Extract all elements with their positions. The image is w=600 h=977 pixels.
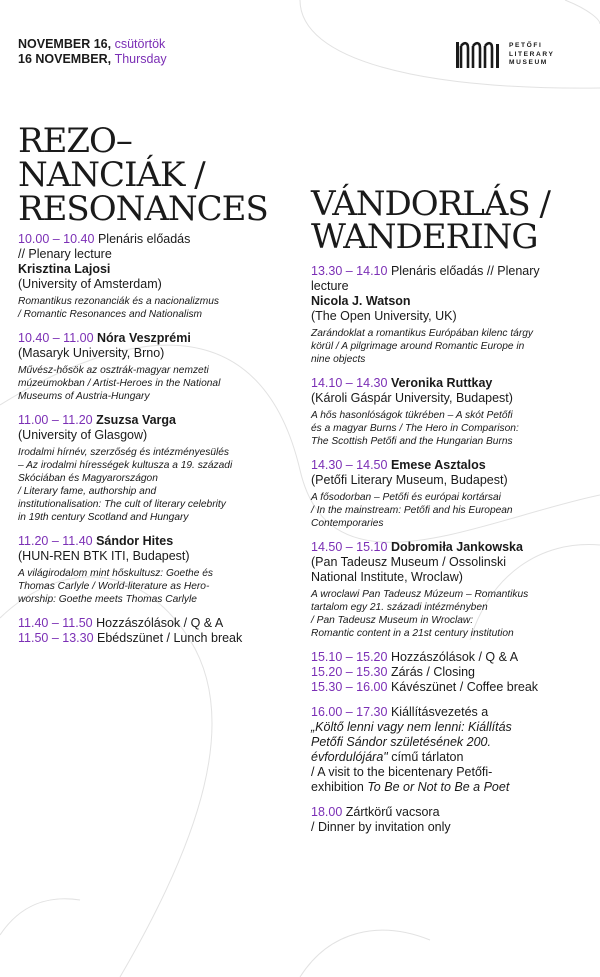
session-time: 14.10 – 14.30	[311, 376, 388, 390]
speaker-affiliation: (University of Amsterdam)	[18, 277, 162, 291]
speaker-name: Krisztina Lajosi	[18, 262, 111, 276]
session-label-en: lecture	[311, 279, 349, 293]
break-qa: 15.10 – 15.20 Hozzászólások / Q & A	[311, 650, 519, 664]
museum-logo-text: PETŐFI LITERARY MUSEUM	[509, 42, 555, 67]
session-watson	[311, 264, 593, 366]
session-label: Plenáris előadás	[97, 232, 191, 246]
date-en-weekday: Thursday	[114, 52, 167, 66]
talk-title: Irodalmi hírnév, szerzőség és intézményesülés – Az irodalmi hírességek kultusza a 19. századi Skóciában és Magyarországon / Literary fame, authorship and institutionalisation: The cult of literary celebrity in 19th century Scotland and Hungary	[18, 447, 233, 523]
session-label: Plenáris előadás // Plenary	[390, 264, 540, 278]
breaks-left	[18, 616, 288, 646]
session-time: 16.00 – 17.30	[311, 705, 388, 719]
session-time: 11.00 – 11.20	[18, 413, 93, 427]
speaker-name: Nicola J. Watson	[311, 294, 411, 308]
section-title-wandering: VÁNDORLÁS / WANDERING	[311, 184, 550, 257]
session-lajosi	[18, 232, 288, 321]
break-closing: 15.20 – 15.30 Zárás / Closing	[311, 665, 476, 679]
talk-title: A wroclawi Pan Tadeusz Múzeum – Romantikus tartalom egy 21. századi intézményben / Pan Tadeusz Museum in Wroclaw: Romantic content in a 21st century institution	[311, 589, 529, 639]
left-column	[18, 121, 288, 656]
speaker-name: Zsuzsa Varga	[96, 413, 176, 427]
speaker-affiliation: (Pan Tadeusz Museum / Ossolinski	[311, 555, 506, 569]
session-varga	[18, 413, 288, 524]
talk-title: A világirodalom mint hőskultusz: Goethe és Thomas Carlyle / World-literature as Hero- worship: Goethe meets Thomas Carlyle	[18, 568, 213, 605]
speaker-name: Sándor Hites	[96, 534, 174, 548]
break-coffee: 15.30 – 16.00 Kávészünet / Coffee break	[311, 680, 539, 694]
session-time: 18.00	[311, 805, 343, 819]
session-hites	[18, 534, 288, 606]
museum-logo	[455, 40, 585, 70]
speaker-name: Dobromiła Jankowska	[390, 540, 523, 554]
speaker-affiliation: (HUN-REN BTK ITI, Budapest)	[18, 549, 190, 563]
session-time: 10.40 – 11.00	[18, 331, 94, 345]
session-asztalos	[311, 458, 593, 530]
session-veszpremi	[18, 331, 288, 403]
dinner: 18.00 Zártkörű vacsora / Dinner by invitation only	[311, 805, 451, 834]
exhibition-visit: 16.00 – 17.30 Kiállításvezetés a „Költő lenni vagy nem lenni: Kiállítás Petőfi Sándor születésének 200. évfordulójára" című tárlaton / A visit to the bicentenary Petőfi- exhibition To Be or Not to Be a Poet	[311, 705, 512, 794]
break-qa: 11.40 – 11.50 Hozzászólások / Q & A	[18, 616, 224, 630]
session-time: 13.30 – 14.10	[311, 264, 388, 278]
break-lunch: 11.50 – 13.30 Ebédszünet / Lunch break	[18, 631, 243, 645]
talk-title: A hős hasonlóságok tükrében – A skót Petőfi és a magyar Burns / The Hero in Comparison: The Scottish Petőfi and the Hungarian Burns	[311, 410, 519, 447]
talk-title: Romantikus rezonanciák és a nacionalizmus / Romantic Resonances and Nationalism	[18, 296, 220, 320]
speaker-name: Nóra Veszprémi	[97, 331, 191, 345]
right-column	[311, 184, 593, 845]
date-hu-weekday: csütörtök	[114, 37, 166, 51]
talk-title: Művész-hősök az osztrák-magyar nemzeti múzeumokban / Artist-Heroes in the National Museums of Austria-Hungary	[18, 365, 221, 402]
session-time: 14.50 – 15.10	[311, 540, 388, 554]
speaker-affiliation: (Károli Gáspár University, Budapest)	[311, 391, 513, 405]
speaker-affiliation: (University of Glasgow)	[18, 428, 148, 442]
session-label-en: // Plenary lecture	[18, 247, 112, 261]
session-time: 11.20 – 11.40	[18, 534, 93, 548]
speaker-name: Emese Asztalos	[390, 458, 486, 472]
speaker-affiliation-cont: National Institute, Wroclaw)	[311, 570, 463, 584]
museum-logo-mark-icon	[455, 40, 505, 70]
talk-title: Zarándoklat a romantikus Európában kilenc tárgy körül / A pilgrimage around Romantic Europe in nine objects	[311, 328, 533, 365]
session-jankowska	[311, 540, 593, 640]
speaker-affiliation: (Petőfi Literary Museum, Budapest)	[311, 473, 508, 487]
event-date	[18, 37, 167, 67]
speaker-affiliation: (The Open University, UK)	[311, 309, 457, 323]
session-time: 14.30 – 14.50	[311, 458, 388, 472]
breaks-right	[311, 650, 593, 695]
talk-title: A fősodorban – Petőfi és európai kortársai / In the mainstream: Petőfi and his European Contemporaries	[311, 492, 513, 529]
session-time: 10.00 – 10.40	[18, 232, 95, 246]
speaker-affiliation: (Masaryk University, Brno)	[18, 346, 165, 360]
session-ruttkay	[311, 376, 593, 448]
date-en-day: 16 NOVEMBER,	[18, 52, 112, 66]
section-title-resonances: REZO– NANCIÁK / RESONANCES	[18, 121, 268, 229]
date-hu-day: NOVEMBER 16,	[18, 37, 112, 51]
speaker-name: Veronika Ruttkay	[390, 376, 493, 390]
